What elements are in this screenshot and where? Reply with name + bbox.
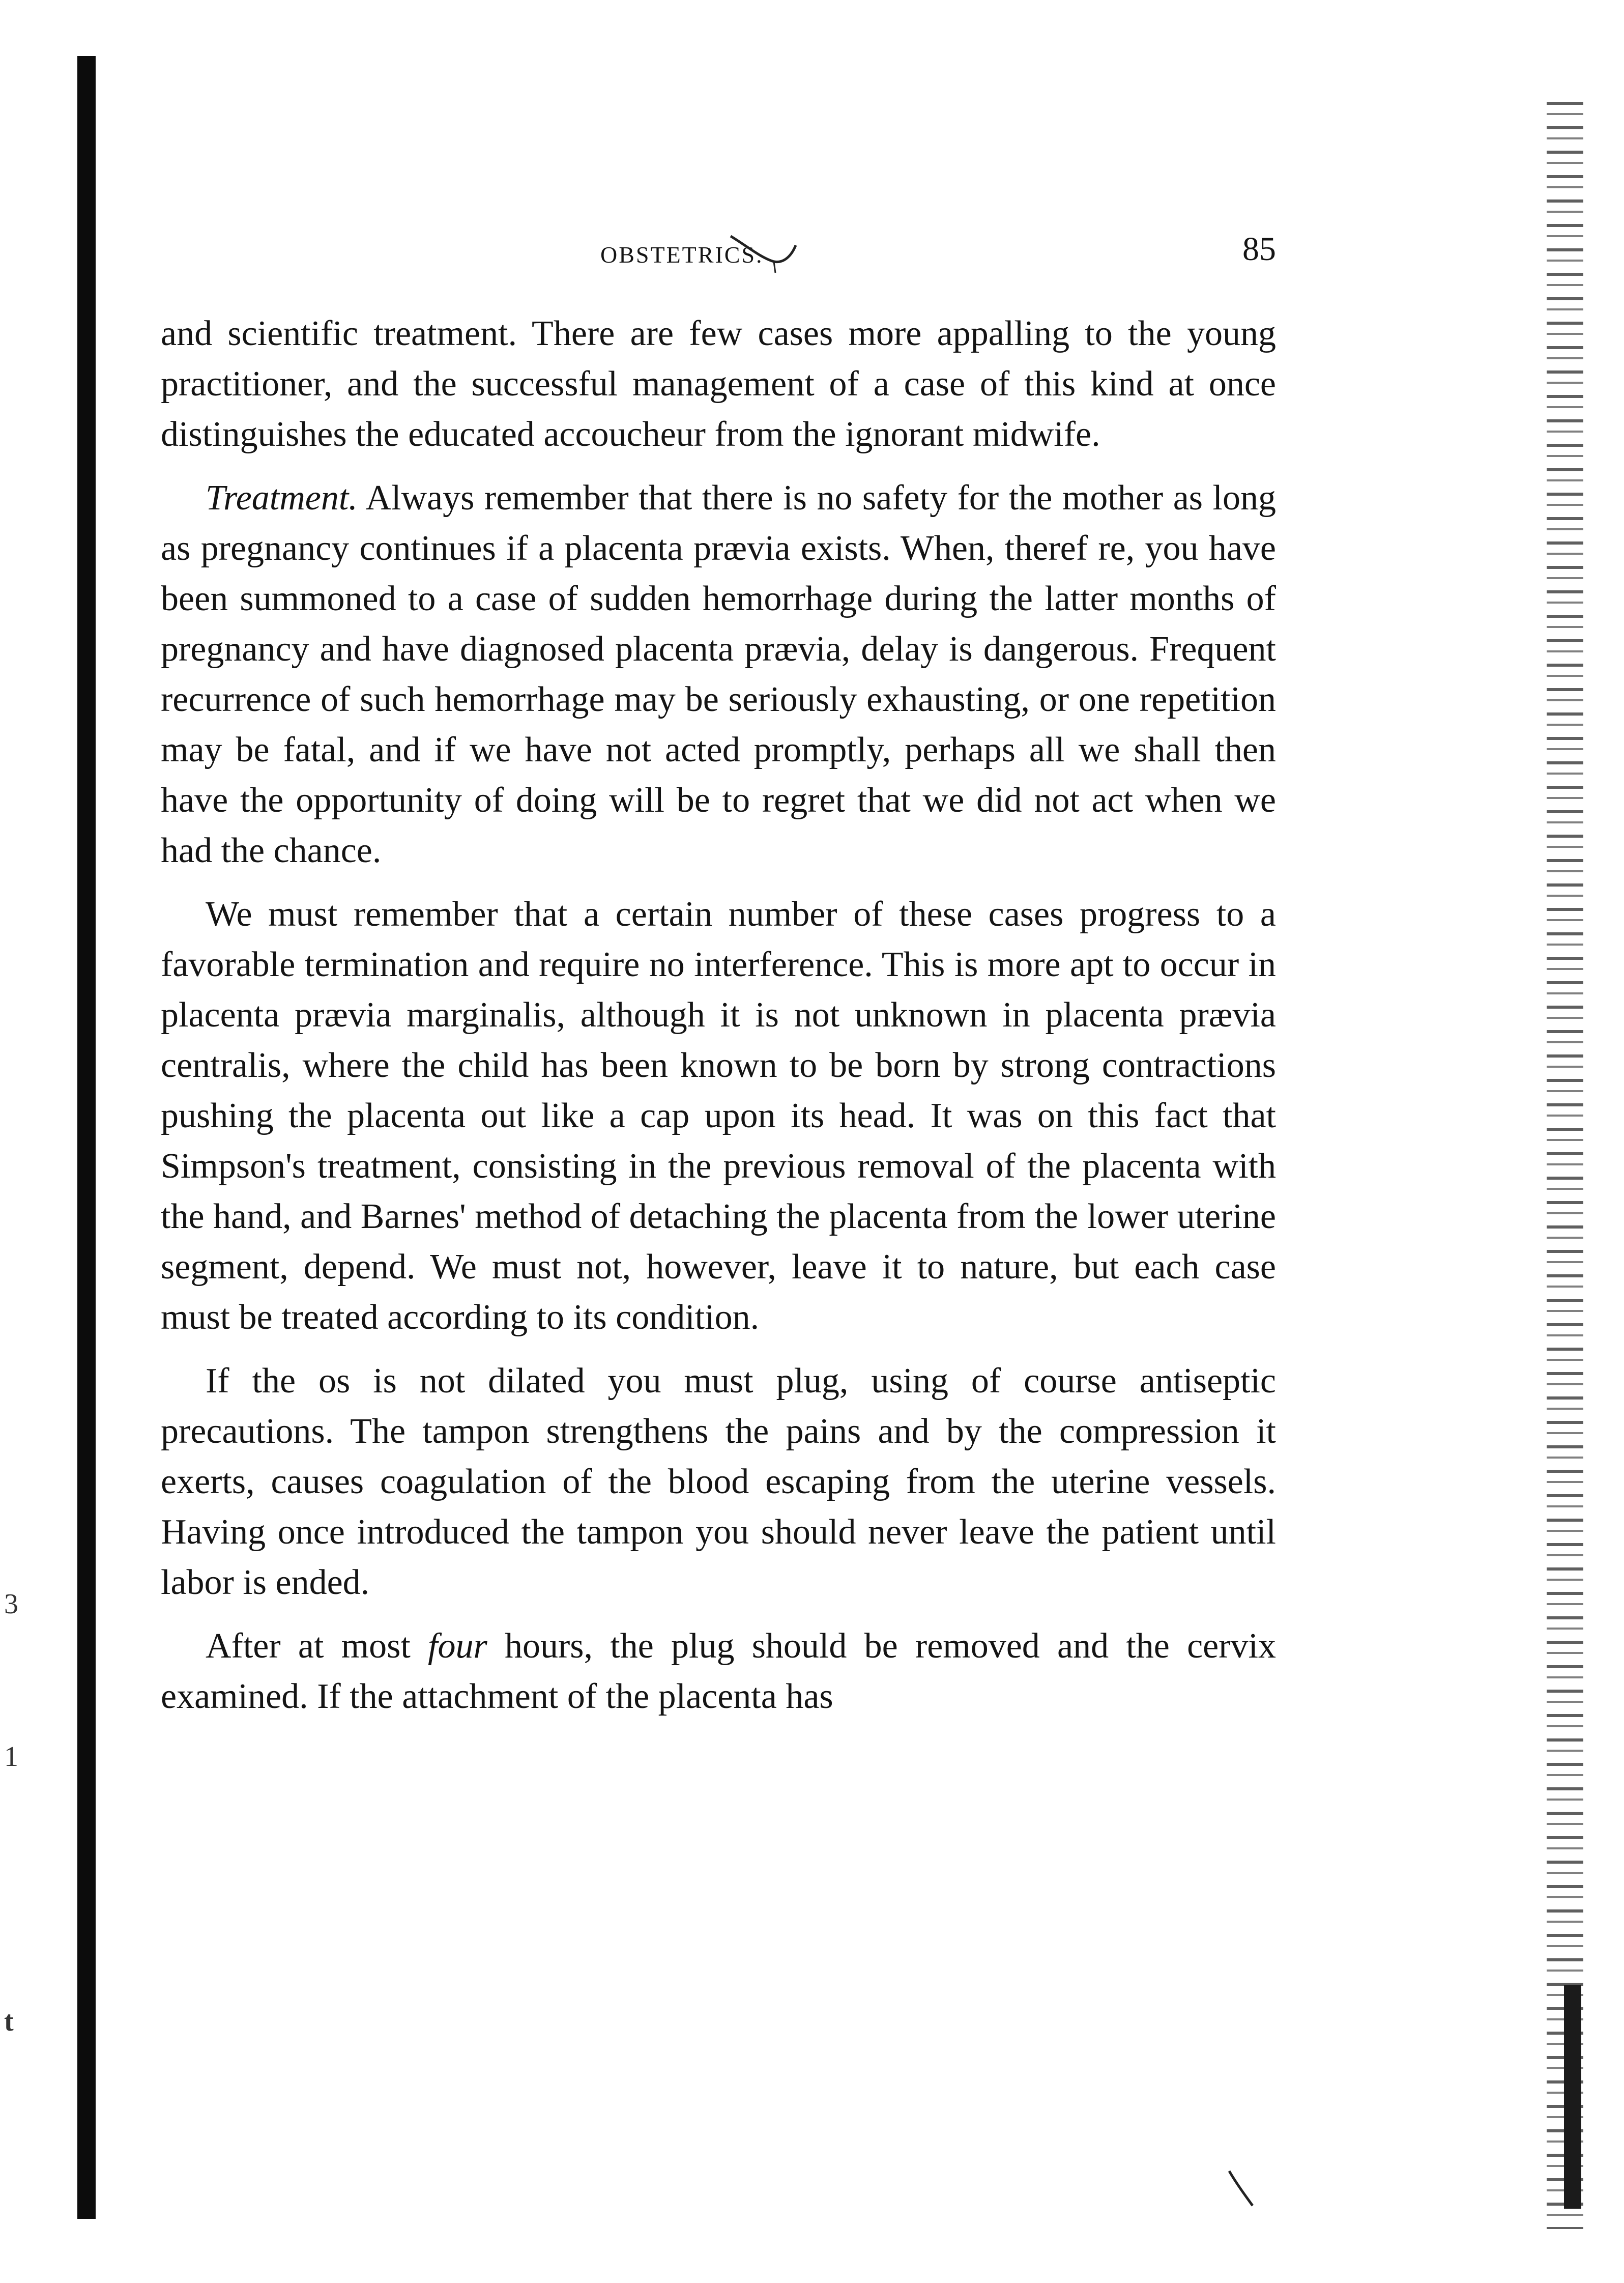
page-body [161, 308, 1276, 1735]
paragraph-5-start: After at most [206, 1626, 411, 1666]
binding-shadow [77, 56, 96, 2219]
margin-mark: t [4, 2006, 14, 2037]
paragraph-3: We must remember that a certain number of these cases progress to a favorable termination and require no interference. This is more apt to occur in placenta prævia marginalis, although it is not unknown in placenta prævia centralis, where the child has been known to be born by strong contractions pushing the placenta out like a cap upon its head. It was on this fact that Simpson's treatment, consisting in the previous removal of the placenta with the hand, and Barnes' method of detaching the placenta from the lower uterine segment, depend. We must not, however, leave it to nature, but each case must be treated according to its condition. [161, 895, 1276, 1337]
paragraph-5-end: hours, the plug should be removed and the cervix examined. If the attachment of the placenta has [161, 1626, 1276, 1716]
paragraph-4: If the os is not dilated you must plug, using of course antiseptic precautions. The tampon strengthens the pains and by the compression it exerts, causes coagulation of the blood escaping from the uterine vessels. Having once introduced the tampon you should never leave the patient until labor is ended. [161, 1361, 1276, 1602]
running-head: OBSTETRICS. [600, 242, 764, 268]
paragraph-2 [161, 473, 1276, 876]
page-edge-texture [1547, 102, 1583, 2229]
page-number: 85 [1242, 231, 1276, 268]
paragraph-5-emphasis: four [428, 1626, 487, 1666]
paragraph-1: and scientific treatment. There are few cases more appalling to the young practitioner, and the successful management of a case of this kind at once distinguishes the educated accoucheur from the ignorant midwife. [161, 314, 1276, 454]
paragraph-5 [161, 1621, 1276, 1722]
paragraph-2-lead: Treatment. [206, 478, 358, 518]
page-header [161, 230, 1276, 276]
margin-mark: 1 [4, 1741, 18, 1773]
page-edge-shadow [1564, 1985, 1581, 2209]
margin-mark: 3 [4, 1588, 18, 1620]
paragraph-2-text: Always remember that there is no safety for the mother as long as pregnancy continues if a placenta prævia exists. When, theref re, you have been summoned to a case of sudden hemorrhage during the latter months of pregnancy and have diagnosed placenta prævia, delay is dangerous. Frequent recurrence of such hemorrhage may be seriously exhausting, or one repetition may be fatal, and if we have not acted promptly, perhaps all we shall then have the opportunity of doing will be to regret that we did not act when we had the chance. [161, 478, 1276, 870]
pencil-mark-icon [726, 230, 807, 276]
pencil-stroke-icon [1226, 2168, 1257, 2209]
